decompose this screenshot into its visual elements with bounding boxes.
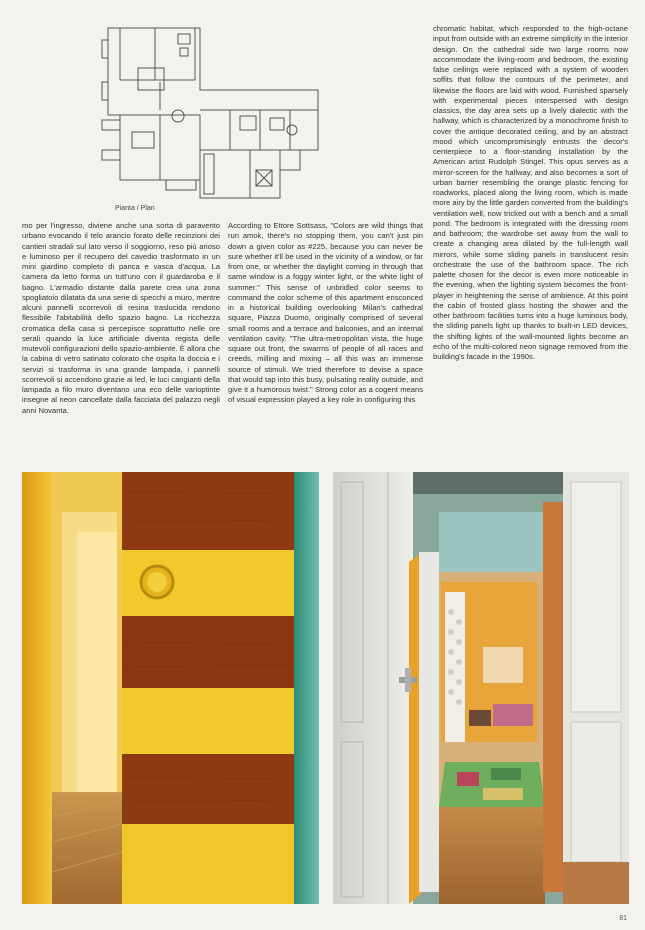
photo-striped-door [22,472,319,904]
text-column-english-2 [433,24,628,466]
paragraph-english-1: According to Ettore Sottsass, "Colors are wild things that run amok, there's no stopping them, you can't just pin down a given color as #225, because you can never be sure whether it'll be used in the vicinity of a window, or far from one, or whether the daylight coming in through that same window is a foggy winter light, or the white light of summer." This sense of unbridled color seems to command the color scheme of this apartment ensconced in a historical building overlooking Milan's cathedral square, Piazza Duomo, originally comprised of several small rooms and a terrace and balconies, and an internal ventilation cavity. "The ultra-metropolitan vista, the huge square out front, the swarms of people of all races and creeds, milling and mixing – all this was an immense source of stimuli. We tried therefore to devise a space that would tap into this busy, pulsating reality outside, and give it a humorous twist." Strong color as a cogent means of visual expression played a key role in configuring this [228,221,423,405]
plan-caption: Pianta / Plan [115,205,155,212]
photo-striped-door-image [22,472,319,904]
photo-doorway-view [333,472,629,904]
floor-plan-drawing [100,20,325,205]
page-number: 81 [619,915,627,922]
paragraph-english-2: chromatic habitat, which responded to the high-octane input from outside with an extreme simplicity in the interior design. On the cathedral side two large rooms now accommodate the living-room and bedroom, the existing false ceilings were replaced with a system of wooden soffits that follow the contours of the perimeter, and likewise the floors are laid with wood. Furnished sparsely with experimental pieces interspersed with design classics, the day area sets up a lively dialectic with the hallway, which is characterized by a monochrome finish to cover the antique decorated ceiling, and by an abstract mood which uncompromisingly entrusts the decor's centerpiece to a floor-standing installation by the American artist Rudolph Stingel. This opus serves as a mirror-screen for the hallway, and also becomes a sort of urban barrier resembling the orange plastic fencing for roadworks, placed along the living room, which is made more airy by the little garden converted from the building's ventilation well, now tricked out with a bench and a small pond. The bedroom is integrated with the dressing room and bathroom; the wardrobe set away from the wall to create a changing area dilated by the full-length wall mirrors, while some sliding panels in translucent resin orchestrate the use of the bathroom space. The rich palette chosen for the decor is even more noticeable in the evening, when the lighting system becomes the front-player in heightening the sense of ambience. At this point the cabin of frosted glass hosting the shower and the other bathroom facilities turns into a huge luminous body, the sliding panels light up thanks to built-in LED devices, the shifting lights of the wall-mounted lights become an echo of the multi-colored neon signage removed from the building's facade in the 1990s. [433,24,628,361]
photo-doorway-view-image [333,472,629,904]
floor-plan [100,20,325,205]
paragraph-italian: mo per l'ingresso, diviene anche una sorta di paravento urbano evocando il telo arancio forato delle recinzioni dei cantieri stradali sul lato verso il soggiorno, reso più arioso e luminoso per il recupero del cavedio trasformato in un mini giardino completo di panca e vasca d'acqua. La camera da letto forma un tutt'uno con il guardaroba e il bagno. L'armadio distante dalla parete crea una zona spogliatoio dilatata da una serie di specchi a muro, mentre alcuni pannelli scorrevoli di resina traslucida rendono flessibile l'abitabilità dello spazio bagno. La ricchezza cromatica della casa si percepisce soprattutto nelle ore serali quando la luce artificiale diventa regista delle mutevoli configurazioni dello spazio-ambiente. È allora che la cabina di vetro satinato colorato che ospita la doccia e i servizi si trasforma in una grande lampada, i pannelli scorrevoli si accendono grazie ai led, le luci cangianti della lampada a filo muro diventano una eco delle varioptinte insegne al neon cancellate dalla facciata del palazzo negli anni Novanta. [22,221,220,415]
text-column-italian [22,221,220,465]
text-column-english-1 [228,221,423,465]
